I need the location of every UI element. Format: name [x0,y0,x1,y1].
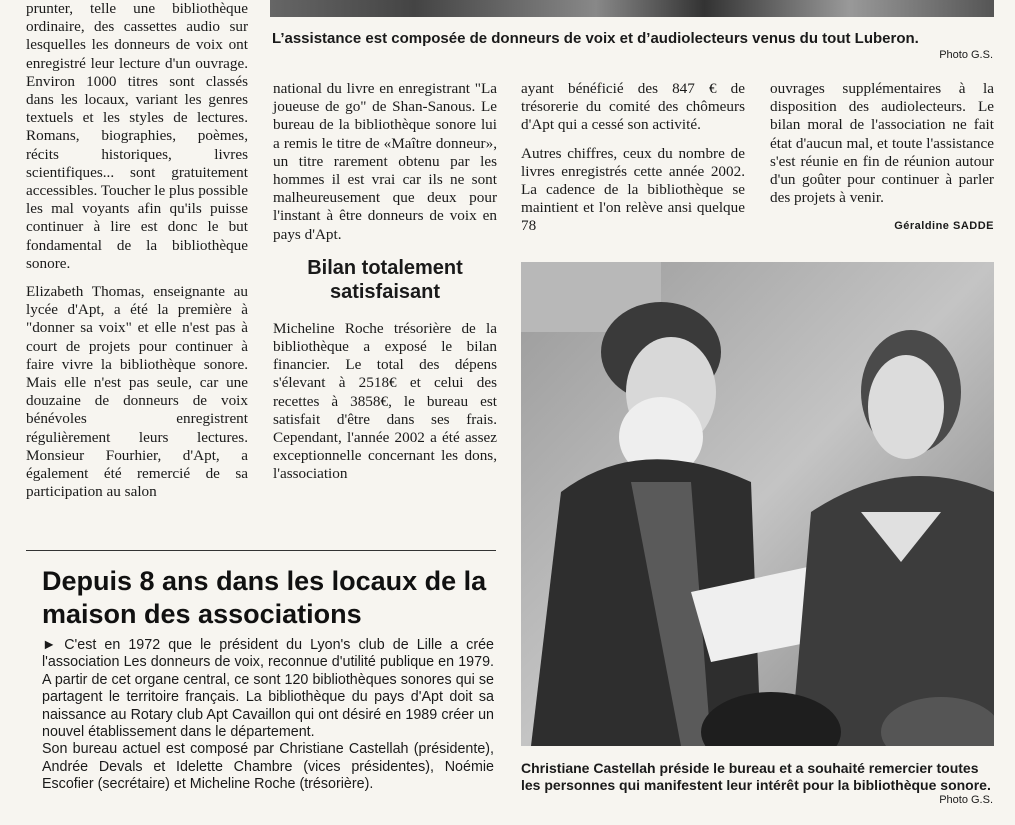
top-photo-caption: L’assistance est composée de donneurs de voix et d’audiolecteurs venus du tout Luberon. [272,30,919,47]
col4-paragraph-1: ouvrages supplémentaires à la disposition des audiolecteurs. Le bilan moral de l'association ne fait état d'aucun mal, et toute l'assistance s'est réunie en fin de réunion autour d'un goûter pour continuer à parler des projets à venir. [770,80,994,207]
photo-credit: Photo G.S. [939,794,993,806]
col3-paragraph-2: Autres chiffres, ceux du nombre de livres enregistrés cette année 2002. La cadence de la bibliothèque se maintient et l'on relève ansi quelque 78 [521,144,745,235]
boxed-article [26,550,496,813]
col1-paragraph-2: Elizabeth Thomas, enseignante au lycée d'Apt, a été la première à "donner sa voix" et elle n'est pas à court de projets pour continuer à faire vivre la bibliothèque sonore. Mais elle n'est pas seule, car une douzaine de donneurs de voix bénévoles enregistrent régulièrement leurs lectures. Monsieur Fourhier, d'Apt, a également été remercié de sa participation au salon [26,283,248,501]
boxed-paragraph-2: Son bureau actuel est composé par Christiane Castellah (présidente), Andrée Devals et Idelette Chambre (vices présidentes), Noémie Escofier (secrétaire) et Micheline Roche (trésorière). [42,741,494,793]
top-photo-credit: Photo G.S. [939,49,993,61]
boxed-paragraph-1-text: C'est en 1972 que le président du Lyon's club de Lille a crée l'association Les donneurs de voix, reconnue d'utilité publique en 1979. A partir de cet organe central, ce sont 120 bibliothèques sonores qui se partagent le territoire français. La bibliothèque du pays d'Apt doit sa naissance au Rotary club Apt Cavaillon qui ont désiré en 1989 créer un nouvel établissement dans le département. [42,637,494,741]
col2-paragraph-1: national du livre en enregistrant "La joueuse de go" de Shan-Sanous. Le bureau de la bibliothèque sonore lui a remis le titre de «Maître donneur», un titre rarement obtenu par les hommes il est vrai car ils ne sont malheureusement que deux pour l'instant à être donneurs de voix en pays d'Apt. [273,80,497,243]
col3-paragraph-1: ayant bénéficié des 847 € de trésorerie du comité des chômeurs d'Apt qui a cessé son activité. [521,80,745,134]
col2-paragraph-2: Micheline Roche trésorière de la bibliothèque a exposé le bilan financier. Le total des dépens s'élevant à 2518€ et celui des recettes à 3858€, le bureau est satisfait d'être dans ses frais. Cependant, l'année 2002 a été assez exceptionnelle concernant les dons, l'association [273,319,497,483]
top-photo [270,0,994,17]
column-4 [770,80,994,236]
boxed-paragraph-1 [42,637,494,741]
col1-paragraph-1: prunter, telle une bibliothèque ordinaire, des cassettes audio sur lesquelles les donneurs de voix ont enregistré leur lecture d'un ouvrage. Environ 1000 titres sont classés dans les locaux, variant les genres textuels et les styles de lectures. Romans, biographies, poèmes, récits historiques, livres scientifiques... sont gratuitement accessibles. Toucher le plus possible les mal voyants afin qu'ils puisse continuer à lire est donc le but fondamental de la bibliothèque sonore. [26,0,248,272]
column-2 [273,80,497,494]
column-1 [26,0,248,511]
article-photo [521,262,994,746]
column-3 [521,80,745,246]
byline: Géraldine SADDE [894,220,994,233]
photo-caption: Christiane Castellah préside le bureau et a souhaité remercier toutes les personnes qui manifestent leur intérêt pour la bibliothèque sonore. [521,760,991,793]
arrow-icon: ► [42,637,57,653]
subheading: Bilan totalement satisfaisant [307,256,463,303]
boxed-article-body [42,637,494,794]
boxed-article-title: Depuis 8 ans dans les locaux de la maison des associations [42,566,487,629]
